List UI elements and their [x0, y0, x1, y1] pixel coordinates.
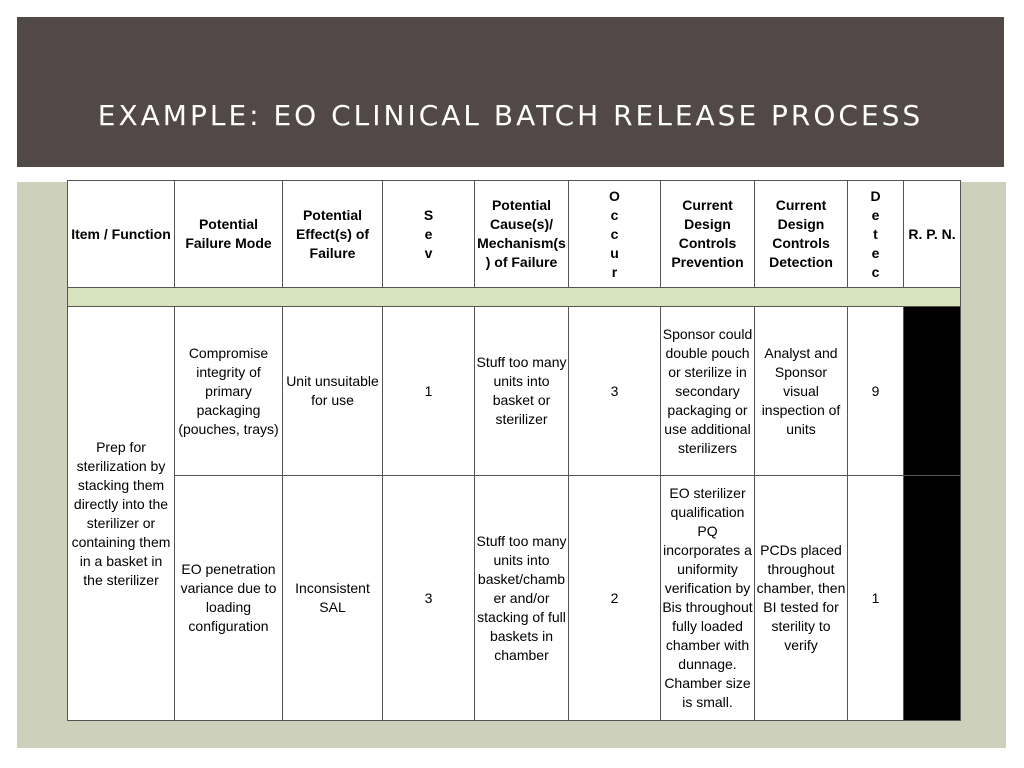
causes-cell: Stuff too many units into basket/chamber and/or stacking of full baskets in chamber [475, 476, 569, 721]
spacer-cell [68, 288, 961, 307]
header-rpn: R. P. N. [904, 181, 961, 288]
prevention-cell: EO sterilizer qualification PQ incorporates a uniformity verification by Bis throughout fully loaded chamber with dunnage. Chamber size is small. [661, 476, 755, 721]
table-row [68, 307, 961, 476]
detection-cell: PCDs placed throughout chamber, then BI tested for sterility to verify [755, 476, 848, 721]
detec-cell: 1 [848, 476, 904, 721]
occur-cell: 2 [569, 476, 661, 721]
header-sev: Sev [383, 181, 475, 288]
title-banner [17, 17, 1004, 167]
rpn-cell [904, 476, 961, 721]
causes-cell: Stuff too many units into basket or sterilizer [475, 307, 569, 476]
occur-cell: 3 [569, 307, 661, 476]
rpn-cell [904, 307, 961, 476]
detec-cell: 9 [848, 307, 904, 476]
failure-mode-cell: Compromise integrity of primary packaging (pouches, trays) [175, 307, 283, 476]
header-item-function: Item / Function [68, 181, 175, 288]
sev-cell: 3 [383, 476, 475, 721]
header-prevention: Current Design Controls Prevention [661, 181, 755, 288]
header-failure-mode: Potential Failure Mode [175, 181, 283, 288]
item-function-cell: Prep for sterilization by stacking them directly into the sterilizer or containing them in a basket in the sterilizer [68, 307, 175, 721]
slide-title: EXAMPLE: EO CLINICAL BATCH RELEASE PROCESS [97, 99, 924, 132]
effects-cell: Unit unsuitable for use [283, 307, 383, 476]
header-effects: Potential Effect(s) of Failure [283, 181, 383, 288]
effects-cell: Inconsistent SAL [283, 476, 383, 721]
fmea-table [67, 180, 961, 721]
header-causes: Potential Cause(s)/ Mechanism(s) of Failure [475, 181, 569, 288]
table-row [68, 476, 961, 721]
sev-cell: 1 [383, 307, 475, 476]
header-detection: Current Design Controls Detection [755, 181, 848, 288]
failure-mode-cell: EO penetration variance due to loading configuration [175, 476, 283, 721]
detection-cell: Analyst and Sponsor visual inspection of units [755, 307, 848, 476]
header-detec: Detec [848, 181, 904, 288]
spacer-row [68, 288, 961, 307]
prevention-cell: Sponsor could double pouch or sterilize in secondary packaging or use additional sterilizers [661, 307, 755, 476]
table-header-row [68, 181, 961, 288]
header-occur: Occur [569, 181, 661, 288]
